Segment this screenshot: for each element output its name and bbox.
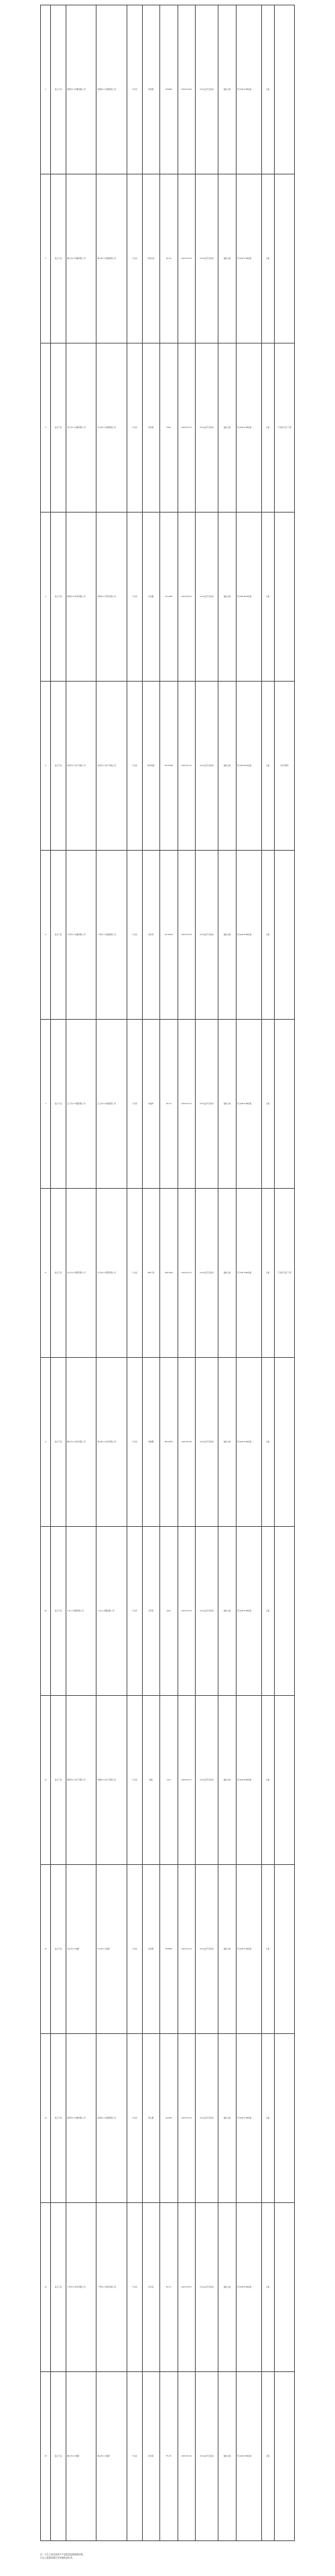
table-cell: 广东省 [127,1020,142,1189]
table-cell: 2023-02-19 [178,1865,196,2034]
table-cell: 合格 [261,174,274,343]
table-cell: 充电器 [142,513,160,682]
table-cell: 合格 [261,5,274,174]
table-cell: CD-20W [160,513,178,682]
table-cell: CCC认证号及标识 [196,1865,218,2034]
table-row [41,5,295,174]
table-cell: DC-21 [160,1020,178,1189]
table-cell: 中山市××照明有限公司 [66,1189,96,1358]
table-cell: 抽检合格 [218,513,237,682]
table-cell: 符合GB 4706标准 [236,343,261,513]
table-cell [274,1527,294,1696]
table-cell: 接入产品 [51,2203,66,2372]
table-cell: LED-18W [160,1189,178,1358]
table-cell: 接入产品 [51,1696,66,1865]
table-cell: YD-10000 [160,682,178,851]
table-cell: 2023-01-08 [178,1358,196,1527]
footnote-1: 注：1.以上信息来源于产品质量监督抽查结果。 [40,2553,85,2556]
table-cell: 佛山市××电器有限公司 [96,174,127,343]
table-cell: 电风扇 [142,343,160,513]
table-cell: 符合GB 4706标准 [236,5,261,174]
table-cell: 电热水壶 [142,174,160,343]
table-cell: 广州市××电器有限公司 [66,851,96,1020]
table-cell: 2023-03-07 [178,2203,196,2372]
table-cell [274,1696,294,1865]
table-cell: 广东省 [127,174,142,343]
table-cell: 13 [41,2034,51,2203]
table-cell: CCC认证号及标识 [196,2372,218,2541]
table-cell: 广东省 [127,5,142,174]
table-row [41,343,295,513]
table-cell: 江门市××电器有限公司 [96,1020,127,1189]
table-cell: 广东省 [127,1189,142,1358]
table-cell [274,1865,294,2034]
table-cell: 符合GB 4706标准 [236,851,261,1020]
footnotes [40,2553,295,2560]
table-cell: 合格 [261,1358,274,1527]
table-cell: 6 [41,851,51,1020]
table-cell: 抽检合格 [218,1358,237,1527]
table-cell: 抽检合格 [218,2372,237,2541]
table-cell: CCC认证号及标识 [196,2203,218,2372]
table-cell: 豆浆机 [142,1527,160,1696]
table-cell: 江门市××电器有限公司 [66,1020,96,1189]
table-cell: 合格 [261,851,274,1020]
table-cell: 插座 [142,1696,160,1865]
table-cell: 抽检合格 [218,1527,237,1696]
table-cell: 符合GB 4943标准 [236,682,261,851]
table-cell: 佛山市××电器厂 [66,2372,96,2541]
table-cell: 合格 [261,343,274,513]
table-cell: 佛山市××家电有限公司 [66,1358,96,1527]
table-cell: 2023-03-18 [178,174,196,343]
table-cell: 11 [41,1696,51,1865]
table-cell: 佛山市××电器有限公司 [66,174,96,343]
table-cell: CCC认证号及标识 [196,851,218,1020]
table-cell: 广州市××科技有限公司 [66,2203,96,2372]
table-cell: 2023-03-29 [178,851,196,1020]
table-row [41,2034,295,2203]
table-cell: 广州市××电器有限公司 [96,851,127,1020]
table-cell: 2023-04-24 [178,2034,196,2203]
table-row [41,2203,295,2372]
table-cell: 10 [41,1527,51,1696]
table-cell: 12 [41,1865,51,2034]
table-cell: 珠海市××电器有限公司 [96,5,127,174]
table-cell: 不合格产品已下架 [274,343,294,513]
table-cell: 符合GB 2099标准 [236,1696,261,1865]
table-row [41,1696,295,1865]
table-cell: CCC认证号及标识 [196,1189,218,1358]
table-row [41,1865,295,2034]
table-body [41,5,295,2541]
table-cell: 广东省 [127,2034,142,2203]
table-cell: 抽检合格 [218,2203,237,2372]
table-cell: 2023-02-10 [178,343,196,513]
table-cell: DC-1800 [160,851,178,1020]
table-cell [274,513,294,682]
table-cell: 合格 [261,1189,274,1358]
table-cell: 珠海市××电子有限公司 [66,1696,96,1865]
table-cell: 符合GB 7000标准 [236,1189,261,1358]
table-cell: CFXB50 [160,1865,178,2034]
table-cell: CCC认证号及标识 [196,1020,218,1189]
table-cell: 电磁炉 [142,1020,160,1189]
table-cell: 电吹风 [142,851,160,1020]
table-cell: 东莞市××电子有限公司 [96,682,127,851]
table-cell: CZ-3 [160,1696,178,1865]
table-cell: 合格 [261,1020,274,1189]
table-cell: 已责令整改 [274,682,294,851]
table-cell: 2023-04-06 [178,5,196,174]
table-cell: 接入产品 [51,174,66,343]
table-cell: 2023-01-30 [178,2372,196,2541]
table-cell: 深圳市××电器有限公司 [66,2034,96,2203]
table-cell: 广东省 [127,343,142,513]
table-cell: 接入产品 [51,1358,66,1527]
table-cell: 符合GB 4706标准 [236,1527,261,1696]
table-cell: FS-35 [160,2372,178,2541]
table-cell: 4 [41,513,51,682]
table-cell: 中山市××照明有限公司 [96,1189,127,1358]
table-cell: CCC认证号及标识 [196,1696,218,1865]
table-cell: 广东省 [127,851,142,1020]
table-cell: 广东省 [127,2203,142,2372]
table-cell: 抽检合格 [218,851,237,1020]
table-cell: CCC认证号及标识 [196,513,218,682]
table-cell: 广州市××科技有限公司 [96,2203,127,2372]
table-cell: 9 [41,1358,51,1527]
table-row [41,1189,295,1358]
table-cell [274,2203,294,2372]
table-cell: 合格 [261,2372,274,2541]
table-cell: 接入产品 [51,2034,66,2203]
table-cell: 2023-01-22 [178,682,196,851]
table-cell: 抽检合格 [218,1020,237,1189]
table-cell: 深圳市××电器有限公司 [96,2034,127,2203]
table-cell: 广东××电器有限公司 [96,1527,127,1696]
table-cell: 符合GB 4943标准 [236,513,261,682]
table-cell: CCC认证号及标识 [196,2034,218,2203]
table-cell: 抽检合格 [218,2034,237,2203]
table-cell: 抽检合格 [218,174,237,343]
table-cell: 电水壶 [142,2203,160,2372]
table-cell: NQ-2000 [160,1358,178,1527]
table-cell: 合格 [261,1527,274,1696]
table-cell: 珠海市××电子有限公司 [96,1696,127,1865]
table-cell: 符合GB 4706标准 [236,2203,261,2372]
table-cell: 合格 [261,2034,274,2203]
table-cell: 广东省 [127,1527,142,1696]
table-cell: 2 [41,174,51,343]
table-row [41,682,295,851]
table-cell: 5 [41,682,51,851]
table-row [41,513,295,682]
table-cell: 广东省 [127,1865,142,2034]
table-cell: LED灯具 [142,1189,160,1358]
table-cell: 2023-05-11 [178,1696,196,1865]
table-cell: CCC认证号及标识 [196,1358,218,1527]
table-cell: 抽检合格 [218,682,237,851]
table-cell: 移动电源 [142,682,160,851]
table-cell [274,174,294,343]
table-cell: 符合GB 4706标准 [236,1865,261,2034]
table-cell: 接入产品 [51,513,66,682]
table-cell: 接入产品 [51,2372,66,2541]
table-cell: XC-600 [160,2034,178,2203]
table-cell: CCC认证号及标识 [196,5,218,174]
table-cell: 东莞市××电子有限公司 [66,682,96,851]
table-cell: 合格 [261,2203,274,2372]
table-cell: 中山市××电器厂 [66,1865,96,2034]
table-cell: 深圳市××科技有限公司 [96,513,127,682]
table-cell: 不合格产品已下架 [274,1189,294,1358]
table-cell: 广东省 [127,1358,142,1527]
table-cell: 14 [41,2203,51,2372]
table-cell: 2023-04-15 [178,1189,196,1358]
table-cell: 佛山市××家电有限公司 [96,1358,127,1527]
table-cell: 接入产品 [51,1020,66,1189]
table-cell: 中山市××电器厂 [96,1865,127,2034]
table-cell: 符合GB 4706标准 [236,1020,261,1189]
table-cell: 吸尘器 [142,2034,160,2203]
table-cell: 2023-02-27 [178,1020,196,1189]
table-cell: 佛山市××电器厂 [96,2372,127,2541]
table-cell: DJ12 [160,1527,178,1696]
table-cell: 2023-03-03 [178,1527,196,1696]
table-cell: SH-15 [160,174,178,343]
table-cell: 3 [41,343,51,513]
table-cell [274,1020,294,1189]
footnote-2: 2.以上抽查结果仅对所抽样品负责。 [40,2557,74,2559]
table-cell: 抽检合格 [218,1696,237,1865]
table-cell: 15 [41,2372,51,2541]
table-cell: 合格 [261,1696,274,1865]
table-row [41,1358,295,1527]
table-cell: 合格 [261,513,274,682]
table-cell: 广东省 [127,1696,142,1865]
table-cell: 7 [41,1020,51,1189]
table-cell: 接入产品 [51,851,66,1020]
table-cell: 广东省 [127,2372,142,2541]
table-cell: 符合GB 4706标准 [236,2034,261,2203]
table-cell: 抽检合格 [218,1189,237,1358]
table-cell: 广东××电器有限公司 [66,1527,96,1696]
table-cell: 符合GB 4706标准 [236,1358,261,1527]
table-cell: 抽检合格 [218,343,237,513]
table-cell: CFXB40 [160,5,178,174]
table-cell: 电风扇 [142,2372,160,2541]
table-cell: 广东省 [127,513,142,682]
table-cell: 深圳市××科技有限公司 [66,513,96,682]
inspection-table [40,5,295,2541]
table-cell: 广东省 [127,682,142,851]
table-cell: CCC认证号及标识 [196,1527,218,1696]
table-cell: CCC认证号及标识 [196,174,218,343]
table-row [41,2372,295,2541]
table-cell [274,2372,294,2541]
table-row [41,1020,295,1189]
table-cell: 合格 [261,1865,274,2034]
table-row [41,851,295,1020]
table-cell: 电饭煲 [142,1865,160,2034]
table-cell: 2023-05-02 [178,513,196,682]
table-cell [274,2034,294,2203]
table-cell [274,1358,294,1527]
table-row [41,174,295,343]
table-cell: 珠海市××电器有限公司 [66,5,96,174]
table-cell: 接入产品 [51,5,66,174]
table-cell: SH-17 [160,2203,178,2372]
table-cell: 抽检合格 [218,5,237,174]
table-cell: 中山市××电器有限公司 [66,343,96,513]
table-cell: 电暖器 [142,1358,160,1527]
table-cell: 接入产品 [51,682,66,851]
table-cell: 合格 [261,682,274,851]
table-cell: 1 [41,5,51,174]
table-cell: 符合GB 4706标准 [236,174,261,343]
table-cell [274,5,294,174]
table-cell: 8 [41,1189,51,1358]
table-cell: 接入产品 [51,1865,66,2034]
table-cell: 电饭锅 [142,5,160,174]
table-cell [274,851,294,1020]
table-cell: 抽检合格 [218,1865,237,2034]
table-cell: FS40 [160,343,178,513]
table-cell: 接入产品 [51,343,66,513]
table-cell: 中山市××电器有限公司 [96,343,127,513]
table-cell: 符合GB 4706标准 [236,2372,261,2541]
table-cell: CCC认证号及标识 [196,343,218,513]
table-row [41,1527,295,1696]
table-cell: 接入产品 [51,1527,66,1696]
table-cell: CCC认证号及标识 [196,682,218,851]
table-cell: 接入产品 [51,1189,66,1358]
